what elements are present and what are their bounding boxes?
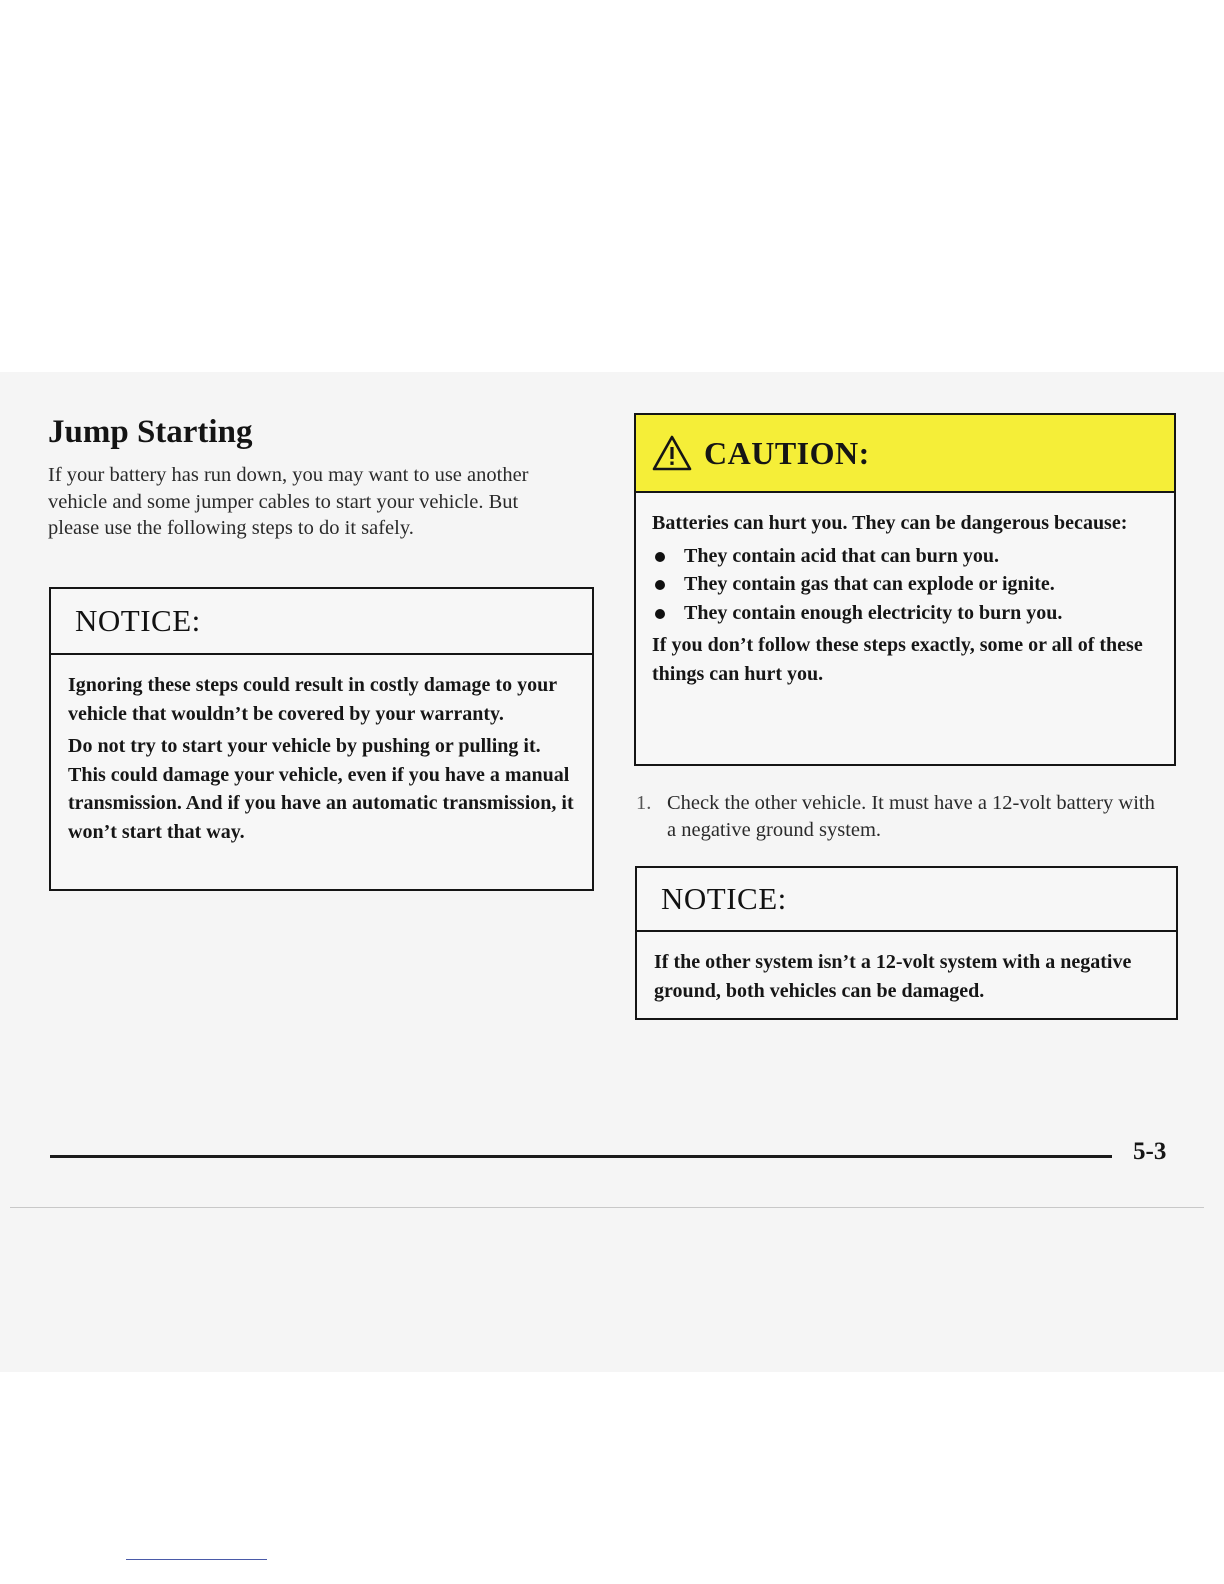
caution-box (634, 413, 1176, 766)
notice-paragraph-ground: If the other system isn’t a 12-volt system with a negative ground, both vehicles can be damaged. (654, 951, 1132, 1002)
caution-header (636, 415, 1174, 493)
caution-body (636, 493, 1174, 688)
notice-paragraph-push-start: Do not try to start your vehicle by pushing or pulling it. This could damage your vehicle, even if you have a manual transmission. And if you have an automatic transmission, it won’t start that way. (68, 735, 574, 843)
caution-intro: Batteries can hurt you. They can be dangerous because: (652, 512, 1128, 534)
caution-closing: If you don’t follow these steps exactly, some or all of these things can hurt you. (652, 634, 1143, 685)
caution-bullet-electricity: They contain enough electricity to burn you. (652, 599, 1158, 628)
page-edge-line (10, 1207, 1204, 1208)
step-text: Check the other vehicle. It must have a 12-volt battery with a negative ground system. (667, 792, 1155, 841)
page-number: 5-3 (1133, 1138, 1167, 1165)
caution-bullet-list (652, 542, 1158, 628)
bottom-accent-line (126, 1559, 267, 1560)
notice-header (51, 589, 592, 655)
notice-body (637, 932, 1176, 1005)
notice-title: NOTICE: (75, 603, 201, 638)
step-number: 1. (636, 792, 652, 814)
notice-body (51, 655, 592, 846)
notice-box-damage (49, 587, 594, 891)
notice-header (637, 868, 1176, 932)
footer-rule (50, 1155, 1112, 1158)
notice-paragraph-warranty: Ignoring these steps could result in costly damage to your vehicle that wouldn’t be covered by your warranty. (68, 674, 557, 725)
intro-paragraph: If your battery has run down, you may want to use another vehicle and some jumper cables to start your vehicle. But please use the following steps to do it safely. (48, 464, 529, 539)
warning-triangle-icon (652, 435, 692, 471)
notice-box-ground (635, 866, 1178, 1020)
section-heading: Jump Starting (48, 414, 253, 450)
notice-title: NOTICE: (661, 881, 787, 916)
caution-title: CAUTION: (704, 434, 870, 471)
caution-bullet-gas: They contain gas that can explode or ignite. (652, 570, 1158, 599)
step-item-1 (636, 790, 1156, 843)
caution-bullet-acid: They contain acid that can burn you. (652, 542, 1158, 571)
